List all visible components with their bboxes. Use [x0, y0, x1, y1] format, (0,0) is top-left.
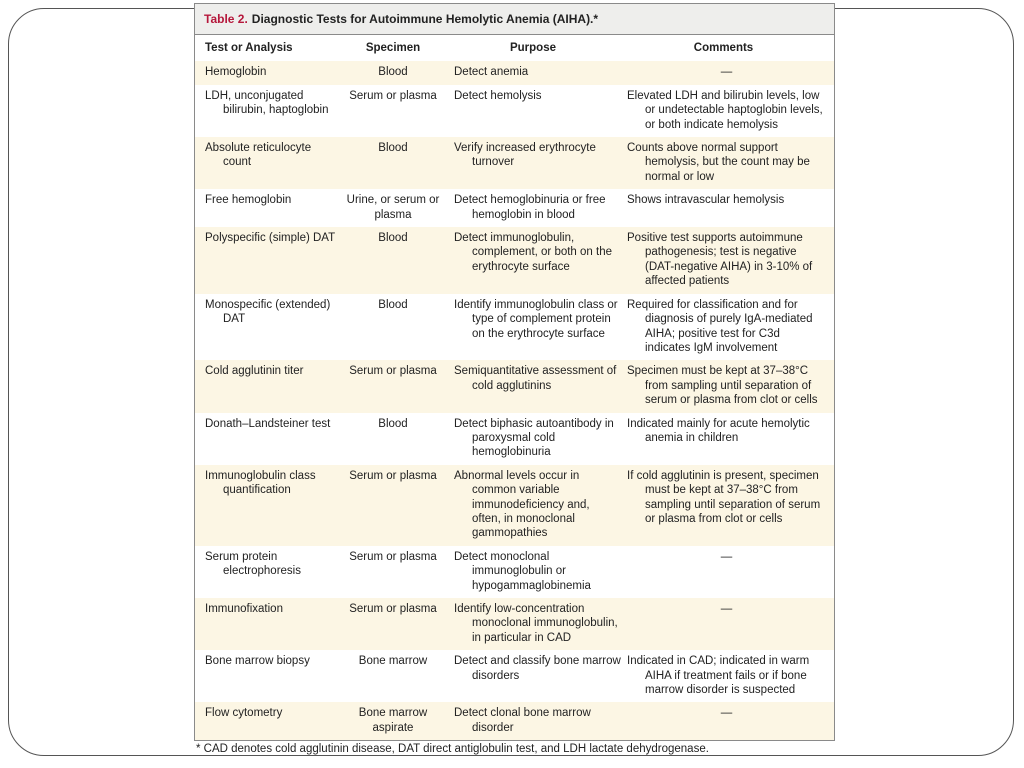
table-label: Table 2. [204, 12, 248, 26]
table-row [195, 598, 834, 650]
table-row [195, 702, 834, 740]
purpose-cell: Detect monoclonal immunoglobulin or hypogammaglobinemia [454, 550, 591, 592]
table-row [195, 189, 834, 227]
table-row [195, 413, 834, 465]
purpose-cell: Semiquantitative assessment of cold agglutinins [454, 365, 617, 392]
purpose-cell: Verify increased erythrocyte turnover [454, 142, 596, 169]
table-row [195, 137, 834, 189]
specimen-cell: Serum or plasma [349, 550, 437, 563]
specimen-cell: Bone marrow aspirate [358, 707, 428, 734]
comments-cell: — [720, 603, 733, 615]
purpose-cell: Detect biphasic autoantibody in paroxysmal cold hemoglobinuria [454, 417, 614, 459]
test-cell: Hemoglobin [205, 66, 267, 79]
table-title [195, 4, 834, 35]
specimen-cell: Urine, or serum or plasma [346, 194, 440, 221]
comments-cell: — [720, 550, 733, 563]
test-cell: Flow cytometry [205, 707, 283, 720]
purpose-cell: Detect hemolysis [454, 89, 542, 102]
purpose-cell: Identify low-concentration monoclonal immunoglobulin, in particular in CAD [454, 603, 618, 644]
test-cell: Cold agglutinin titer [205, 365, 304, 378]
table-row [195, 294, 834, 361]
specimen-cell: Blood [378, 232, 408, 245]
test-cell: Serum protein electrophoresis [205, 550, 301, 578]
header-specimen: Specimen [365, 42, 421, 54]
header-test: Test or Analysis [205, 42, 293, 54]
purpose-cell: Abnormal levels occur in common variable immunodeficiency and, often, in monoclonal gammopathies [454, 469, 590, 540]
test-cell: Monospecific (extended) DAT [205, 298, 331, 326]
purpose-cell: Detect immunoglobulin, complement, or both on the erythrocyte surface [454, 232, 612, 273]
table-row [195, 360, 834, 412]
test-cell: LDH, unconjugated bilirubin, haptoglobin [205, 89, 329, 117]
header-comments: Comments [693, 42, 754, 54]
purpose-cell: Detect hemoglobinuria or free hemoglobin in blood [454, 194, 606, 221]
comments-cell: Counts above normal support hemolysis, but the count may be normal or low [627, 142, 810, 183]
purpose-cell: Identify immunoglobulin class or type of complement protein on the erythrocyte surface [454, 298, 618, 340]
diagnostic-tests-table [194, 3, 835, 741]
specimen-cell: Blood [378, 298, 408, 311]
comments-cell: Elevated LDH and bilirubin levels, low or undetectable haptoglobin levels, or both indicate hemolysis [627, 89, 823, 131]
test-cell: Immunoglobulin class quantification [205, 469, 316, 497]
purpose-cell: Detect anemia [454, 66, 529, 79]
specimen-cell: Serum or plasma [349, 603, 437, 615]
header-purpose: Purpose [509, 42, 556, 54]
specimen-cell: Blood [378, 142, 408, 155]
comments-cell: — [720, 707, 733, 720]
specimen-cell: Serum or plasma [349, 365, 437, 378]
comments-cell: Positive test supports autoimmune pathogenesis; test is negative (DAT-negative AIHA) in 3-10% of affected patients [627, 232, 813, 288]
specimen-cell: Bone marrow [358, 655, 428, 668]
table-row [195, 61, 834, 84]
table-grid [195, 35, 834, 740]
table-row [195, 650, 834, 702]
comments-cell: Indicated mainly for acute hemolytic anemia in children [627, 417, 810, 444]
test-cell: Polyspecific (simple) DAT [205, 232, 336, 245]
specimen-cell: Serum or plasma [349, 469, 437, 482]
purpose-cell: Detect and classify bone marrow disorders [454, 655, 621, 682]
comments-cell: Shows intravascular hemolysis [627, 194, 785, 207]
specimen-cell: Blood [378, 417, 408, 430]
table-row [195, 85, 834, 137]
comments-cell: Specimen must be kept at 37–38°C from sampling until separation of serum or plasma from clot or cells [627, 365, 818, 407]
table-header-row [195, 35, 834, 61]
specimen-cell: Blood [378, 66, 408, 79]
table-footnote: * CAD denotes cold agglutinin disease, DAT direct antiglobulin test, and LDH lactate dehydrogenase. [196, 743, 709, 755]
table-row [195, 546, 834, 598]
test-cell: Donath–Landsteiner test [205, 417, 331, 430]
table-row [195, 227, 834, 294]
test-cell: Bone marrow biopsy [205, 655, 310, 668]
comments-cell: Indicated in CAD; indicated in warm AIHA if treatment fails or if bone marrow disorder is suspected [627, 655, 810, 697]
comments-cell: Required for classification and for diagnosis of purely IgA-mediated AIHA; positive test for C3d indicates IgM involvement [627, 298, 813, 354]
purpose-cell: Detect clonal bone marrow disorder [454, 707, 591, 734]
table-title-text: Diagnostic Tests for Autoimmune Hemolytic Anemia (AIHA).* [251, 12, 599, 26]
test-cell: Free hemoglobin [205, 194, 292, 207]
specimen-cell: Serum or plasma [349, 89, 437, 102]
comments-cell: If cold agglutinin is present, specimen must be kept at 37–38°C from sampling until separation of serum or plasma from clot or cells [627, 469, 821, 525]
test-cell: Immunofixation [205, 603, 283, 615]
comments-cell: — [720, 66, 733, 79]
test-cell: Absolute reticulocyte count [205, 142, 312, 169]
table-row [195, 465, 834, 546]
